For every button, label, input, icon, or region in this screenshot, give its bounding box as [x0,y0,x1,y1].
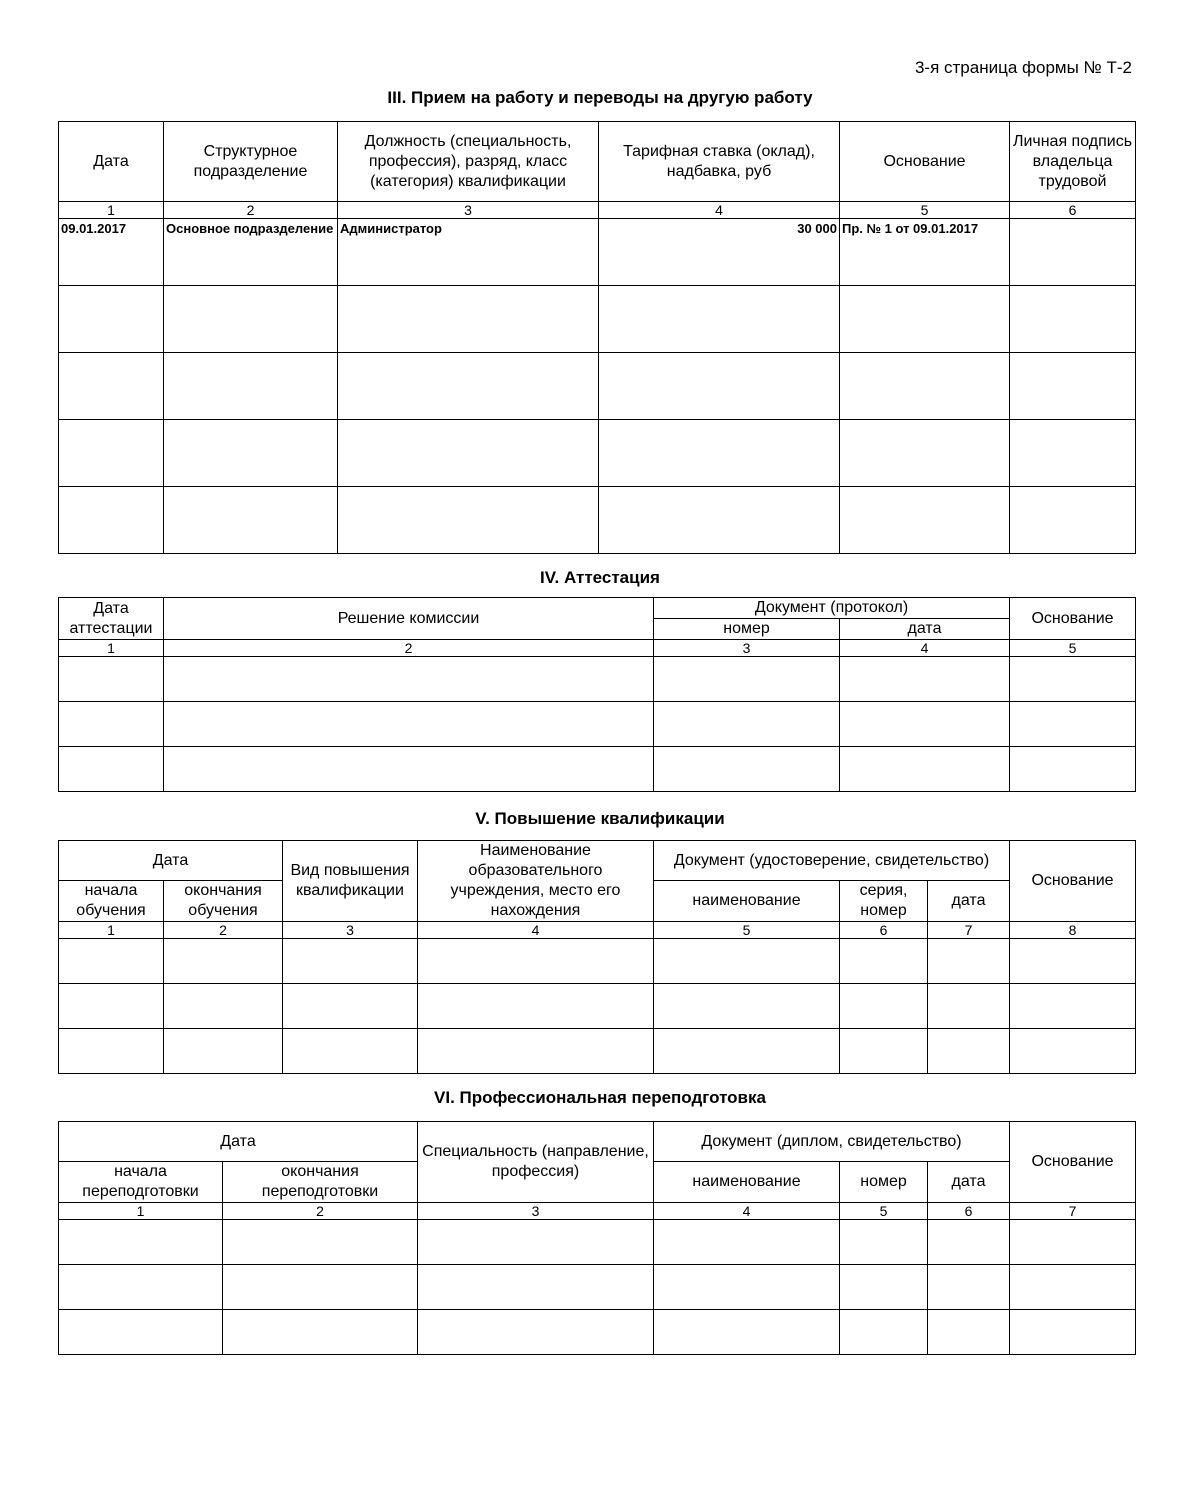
cell-attestation-date[interactable] [59,702,164,747]
cell-tariff-rate[interactable] [599,286,840,353]
column-number-row [59,640,1136,657]
cell-basis[interactable] [840,420,1010,487]
column-number: 7 [928,922,1010,939]
header-institution: Наименование образовательного учреждения, место его нахождения [418,841,654,922]
cell-position[interactable] [338,353,599,420]
cell-department[interactable] [164,353,338,420]
table-row [59,657,1136,702]
cell-position[interactable] [338,420,599,487]
header-basis: Основание [1010,1122,1136,1203]
section-3-header-row [59,122,1136,202]
column-number: 5 [654,922,840,939]
cell-department[interactable]: Основное подразделение [164,219,338,286]
column-number: 1 [59,922,164,939]
cell-start-date[interactable] [59,984,164,1029]
cell-document-number[interactable] [840,1265,928,1310]
header-attestation-date: Дата аттестации [59,598,164,640]
header-date: Дата [59,1122,418,1162]
header-position: Должность (специальность, профессия), разряд, класс (категория) квалификации [338,122,599,202]
cell-document-number[interactable] [840,1220,928,1265]
column-number: 3 [283,922,418,939]
table-row [59,1310,1136,1355]
column-number: 1 [59,640,164,657]
section-5-header-row [59,841,1136,881]
cell-document-name[interactable] [654,984,840,1029]
cell-protocol-number[interactable] [654,747,840,792]
cell-end-date[interactable] [164,984,283,1029]
section-4-header-row [59,598,1136,619]
header-start-date: начала обучения [59,881,164,922]
header-date: дата [840,619,1010,640]
section-3-table [58,121,1136,554]
cell-basis[interactable] [1010,747,1136,792]
cell-document-date[interactable] [928,1220,1010,1265]
header-end-date: окончания переподготовки [223,1162,418,1203]
cell-document-name[interactable] [654,939,840,984]
table-row [59,1265,1136,1310]
cell-start-date[interactable] [59,1265,223,1310]
cell-tariff-rate[interactable] [599,487,840,554]
cell-department[interactable] [164,286,338,353]
cell-document-name[interactable] [654,1220,840,1265]
cell-date[interactable] [59,420,164,487]
cell-basis[interactable] [840,353,1010,420]
cell-signature[interactable] [1010,219,1136,286]
table-row [59,286,1136,353]
cell-start-date[interactable] [59,1310,223,1355]
cell-department[interactable] [164,420,338,487]
column-number: 4 [599,202,840,219]
cell-basis[interactable] [1010,1310,1136,1355]
cell-training-type[interactable] [283,1029,418,1074]
cell-commission-decision[interactable] [164,747,654,792]
table-row [59,984,1136,1029]
column-number: 4 [840,640,1010,657]
cell-attestation-date[interactable] [59,657,164,702]
section-4-title: IV. Аттестация [540,568,660,587]
column-number: 7 [1010,1203,1136,1220]
cell-start-date[interactable] [59,939,164,984]
cell-basis[interactable] [1010,1265,1136,1310]
section-5-title: V. Повышение квалификации [475,809,725,828]
table-row [59,487,1136,554]
column-number: 2 [164,202,338,219]
table-row [59,702,1136,747]
section-6-title: VI. Профессиональная переподготовка [434,1088,766,1107]
cell-end-date[interactable] [223,1265,418,1310]
header-document-number: номер [840,1162,928,1203]
cell-protocol-number[interactable] [654,702,840,747]
column-number: 6 [1010,202,1136,219]
header-document: Документ (диплом, свидетельство) [654,1122,1010,1162]
header-basis: Основание [840,122,1010,202]
column-number: 5 [840,202,1010,219]
cell-signature[interactable] [1010,420,1136,487]
header-date: Дата [59,841,283,881]
cell-basis[interactable] [1010,1029,1136,1074]
cell-end-date[interactable] [223,1220,418,1265]
cell-position[interactable] [338,286,599,353]
cell-date[interactable] [59,353,164,420]
header-date: Дата [59,122,164,202]
header-end-date: окончания обучения [164,881,283,922]
header-commission-decision: Решение комиссии [164,598,654,640]
cell-attestation-date[interactable] [59,747,164,792]
column-number: 3 [338,202,599,219]
cell-protocol-date[interactable] [840,702,1010,747]
cell-signature[interactable] [1010,353,1136,420]
cell-series-number[interactable] [840,984,928,1029]
column-number: 2 [223,1203,418,1220]
cell-document-name[interactable] [654,1029,840,1074]
column-number: 4 [418,922,654,939]
form-page-label: 3-я страница формы № Т-2 [914,58,1132,77]
cell-date[interactable]: 09.01.2017 [59,219,164,286]
header-document: Документ (удостоверение, свидетельство) [654,841,1010,881]
header-series-number: серия, номер [840,881,928,922]
cell-document-date[interactable] [928,1029,1010,1074]
cell-date[interactable] [59,286,164,353]
cell-signature[interactable] [1010,487,1136,554]
header-basis: Основание [1010,598,1136,640]
cell-start-date[interactable] [59,1220,223,1265]
cell-position[interactable] [338,487,599,554]
header-start-date: начала переподготовки [59,1162,223,1203]
header-specialty: Специальность (направление, профессия) [418,1122,654,1203]
header-document-protocol: Документ (протокол) [654,598,1010,619]
table-row [59,939,1136,984]
section-3-title: III. Прием на работу и переводы на другую работу [387,88,813,107]
cell-position[interactable]: Администратор [338,219,599,286]
cell-protocol-date[interactable] [840,747,1010,792]
header-training-type: Вид повышения квалификации [283,841,418,922]
cell-basis[interactable] [840,487,1010,554]
cell-document-number[interactable] [840,1310,928,1355]
cell-document-date[interactable] [928,1265,1010,1310]
table-row [59,747,1136,792]
cell-document-date[interactable] [928,984,1010,1029]
cell-basis[interactable]: Пр. № 1 от 09.01.2017 [840,219,1010,286]
cell-end-date[interactable] [164,939,283,984]
column-number: 5 [840,1203,928,1220]
section-5-table [58,840,1136,1074]
cell-department[interactable] [164,487,338,554]
column-number: 3 [654,640,840,657]
cell-end-date[interactable] [164,1029,283,1074]
column-number: 6 [928,1203,1010,1220]
cell-tariff-rate[interactable]: 30 000 [599,219,840,286]
header-document-name: наименование [654,1162,840,1203]
cell-commission-decision[interactable] [164,702,654,747]
cell-document-name[interactable] [654,1265,840,1310]
header-basis: Основание [1010,841,1136,922]
cell-document-date[interactable] [928,1310,1010,1355]
cell-basis[interactable] [1010,1220,1136,1265]
cell-document-date[interactable] [928,939,1010,984]
column-number: 1 [59,202,164,219]
cell-commission-decision[interactable] [164,657,654,702]
header-tariff-rate: Тарифная ставка (оклад), надбавка, руб [599,122,840,202]
table-row [59,1220,1136,1265]
column-number-row [59,922,1136,939]
header-signature: Личная подпись владельца трудовой [1010,122,1136,202]
column-number: 2 [164,922,283,939]
cell-institution[interactable] [418,1029,654,1074]
cell-protocol-number[interactable] [654,657,840,702]
section-6-header-row [59,1122,1136,1162]
cell-date[interactable] [59,487,164,554]
column-number: 5 [1010,640,1136,657]
cell-basis[interactable] [840,286,1010,353]
cell-institution[interactable] [418,984,654,1029]
table-row [59,1029,1136,1074]
column-number: 1 [59,1203,223,1220]
column-number-row [59,1203,1136,1220]
header-document-date: дата [928,881,1010,922]
cell-tariff-rate[interactable] [599,353,840,420]
section-6-table [58,1121,1136,1355]
cell-protocol-date[interactable] [840,657,1010,702]
column-number-row [59,202,1136,219]
header-document-date: дата [928,1162,1010,1203]
cell-series-number[interactable] [840,939,928,984]
cell-training-type[interactable] [283,939,418,984]
header-department: Структурное подразделение [164,122,338,202]
cell-end-date[interactable] [223,1310,418,1355]
cell-basis[interactable] [1010,984,1136,1029]
table-row [59,353,1136,420]
cell-specialty[interactable] [418,1265,654,1310]
cell-basis[interactable] [1010,657,1136,702]
cell-institution[interactable] [418,939,654,984]
table-row [59,420,1136,487]
cell-start-date[interactable] [59,1029,164,1074]
cell-basis[interactable] [1010,939,1136,984]
header-number: номер [654,619,840,640]
table-row [59,219,1136,286]
cell-specialty[interactable] [418,1310,654,1355]
column-number: 2 [164,640,654,657]
cell-document-name[interactable] [654,1310,840,1355]
column-number: 4 [654,1203,840,1220]
cell-basis[interactable] [1010,702,1136,747]
column-number: 8 [1010,922,1136,939]
column-number: 3 [418,1203,654,1220]
header-document-name: наименование [654,881,840,922]
section-4-table [58,597,1136,792]
column-number: 6 [840,922,928,939]
cell-signature[interactable] [1010,286,1136,353]
cell-training-type[interactable] [283,984,418,1029]
cell-series-number[interactable] [840,1029,928,1074]
cell-tariff-rate[interactable] [599,420,840,487]
cell-specialty[interactable] [418,1220,654,1265]
